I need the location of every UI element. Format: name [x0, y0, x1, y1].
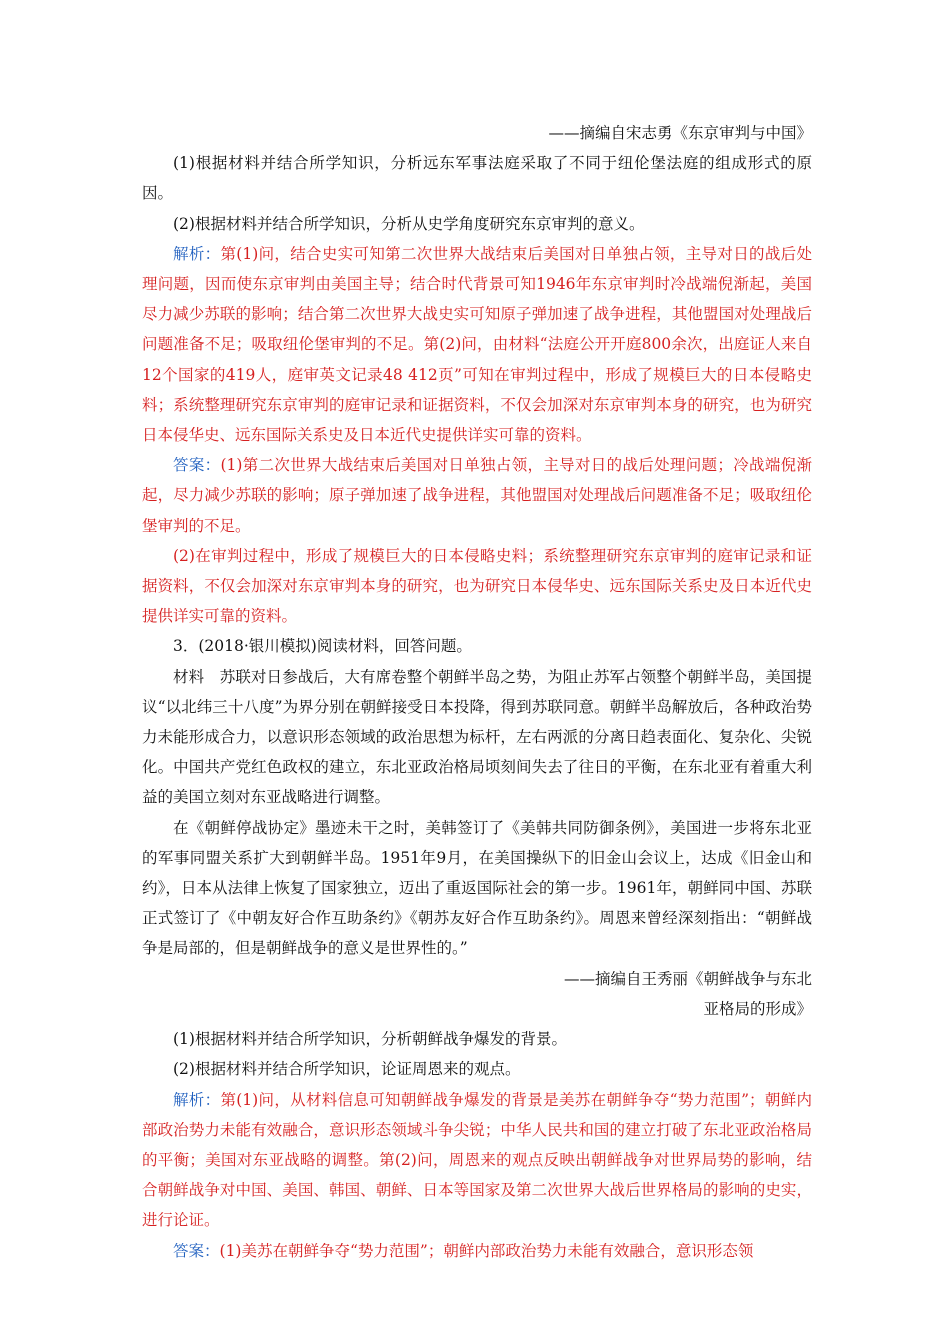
answer-label: 答案：	[173, 456, 221, 475]
source-citation-2-line-2: 亚格局的形成》	[703, 999, 812, 1018]
answer-paragraph	[142, 450, 812, 541]
material-paragraph-1: 材料 苏联对日参战后，大有席卷整个朝鲜半岛之势，为阻止苏军占领整个朝鲜半岛，美国提议“以北纬三十八度”为界分别在朝鲜接受日本投降，得到苏联同意。朝鲜半岛解放后，各种政治势力未能形成合力，以意识形态领域的政治思想为标杆，左右两派的分离日趋表面化、复杂化、尖锐化。中国共产党红色政权的建立，东北亚政治格局顷刻间失去了往日的平衡，在东北亚有着重大利益的美国立刻对东亚战略进行调整。	[142, 667, 812, 807]
question-1: (1)根据材料并结合所学知识，分析远东军事法庭采取了不同于纽伦堡法庭的组成形式的原因。	[142, 154, 812, 203]
problem-3-analysis	[142, 1085, 812, 1236]
analysis-text: 第(1)问，结合史实可知第二次世界大战结束后美国对日单独占领，主导对日的战后处理问题，因而使东京审判由美国主导；结合时代背景可知1946年东京审判时冷战端倪渐起，美国尽力减少苏联的影响；结合第二次世界大战史实可知原子弹加速了战争进程，其他盟国对处理战后问题准备不足；吸取纽伦堡审判的不足。第(2)问，由材料“法庭公开开庭800余次，出庭证人来自12个国家的419人，庭审英文记录48 412页”可知在审判过程中，形成了规模巨大的日本侵略史料；系统整理研究东京审判的庭审记录和证据资料，不仅会加深对东京审判本身的研究，也为研究日本侵华史、远东国际关系史及日本近代史提供详实可靠的资料。	[142, 244, 812, 445]
analysis-paragraph	[142, 239, 812, 450]
analysis-label: 解析：	[173, 244, 221, 263]
source-citation: ——摘编自宋志勇《东京审判与中国》	[548, 124, 812, 142]
problem-3-analysis-text: 第(1)问，从材料信息可知朝鲜战争爆发的背景是美苏在朝鲜争夺“势力范围”；朝鲜内部政治势力未能有效融合，意识形态领域斗争尖锐；中华人民共和国的建立打破了东北亚政治格局的平衡；美国对东亚战略的调整。第(2)问，周恩来的观点反映出朝鲜战争对世界局势的影响，结合朝鲜战争对中国、美国、韩国、朝鲜、日本等国家及第二次世界大战后世界格局的影响的史实，进行论证。	[142, 1090, 812, 1230]
material-paragraph-2: 在《朝鲜停战协定》墨迹未干之时，美韩签订了《美韩共同防御条例》，美国进一步将东北亚的军事同盟关系扩大到朝鲜半岛。1951年9月，在美国操纵下的旧金山会议上，达成《旧金山和约》，日本从法律上恢复了国家独立，迈出了重返国际社会的第一步。1961年，朝鲜同中国、苏联正式签订了《中朝友好合作互助条约》《朝苏友好合作互助条约》。周恩来曾经深刻指出：“朝鲜战争是局部的，但是朝鲜战争的意义是世界性的。”	[142, 818, 812, 958]
problem-3-answer-text: (1)美苏在朝鲜争夺“势力范围”；朝鲜内部政治势力未能有效融合，意识形态领	[219, 1241, 754, 1260]
problem-3-answer-label: 答案：	[173, 1241, 220, 1260]
problem-3-answer	[142, 1236, 812, 1266]
problem-3-question-2: (2)根据材料并结合所学知识，论证周恩来的观点。	[173, 1060, 521, 1079]
problem-3-title: 3．(2018·银川模拟)阅读材料，回答问题。	[173, 637, 472, 656]
source-citation-2-line-1: ——摘编自王秀丽《朝鲜战争与东北	[563, 969, 812, 988]
problem-3-analysis-label: 解析：	[173, 1090, 221, 1109]
question-2: (2)根据材料并结合所学知识，分析从史学角度研究东京审判的意义。	[173, 214, 645, 233]
source-citation-2	[142, 964, 812, 1024]
answer-text-2: (2)在审判过程中，形成了规模巨大的日本侵略史料；系统整理研究东京审判的庭审记录和证据资料，不仅会加深对东京审判本身的研究，也为研究日本侵华史、远东国际关系史及日本近代史提供详实可靠的资料。	[142, 546, 812, 626]
answer-text-1: (1)第二次世界大战结束后美国对日单独占领，主导对日的战后处理问题；冷战端倪渐起，尽力减少苏联的影响；原子弹加速了战争进程，其他盟国对处理战后问题准备不足；吸取纽伦堡审判的不足。	[142, 456, 812, 535]
problem-3-question-1: (1)根据材料并结合所学知识，分析朝鲜战争爆发的背景。	[173, 1030, 567, 1049]
